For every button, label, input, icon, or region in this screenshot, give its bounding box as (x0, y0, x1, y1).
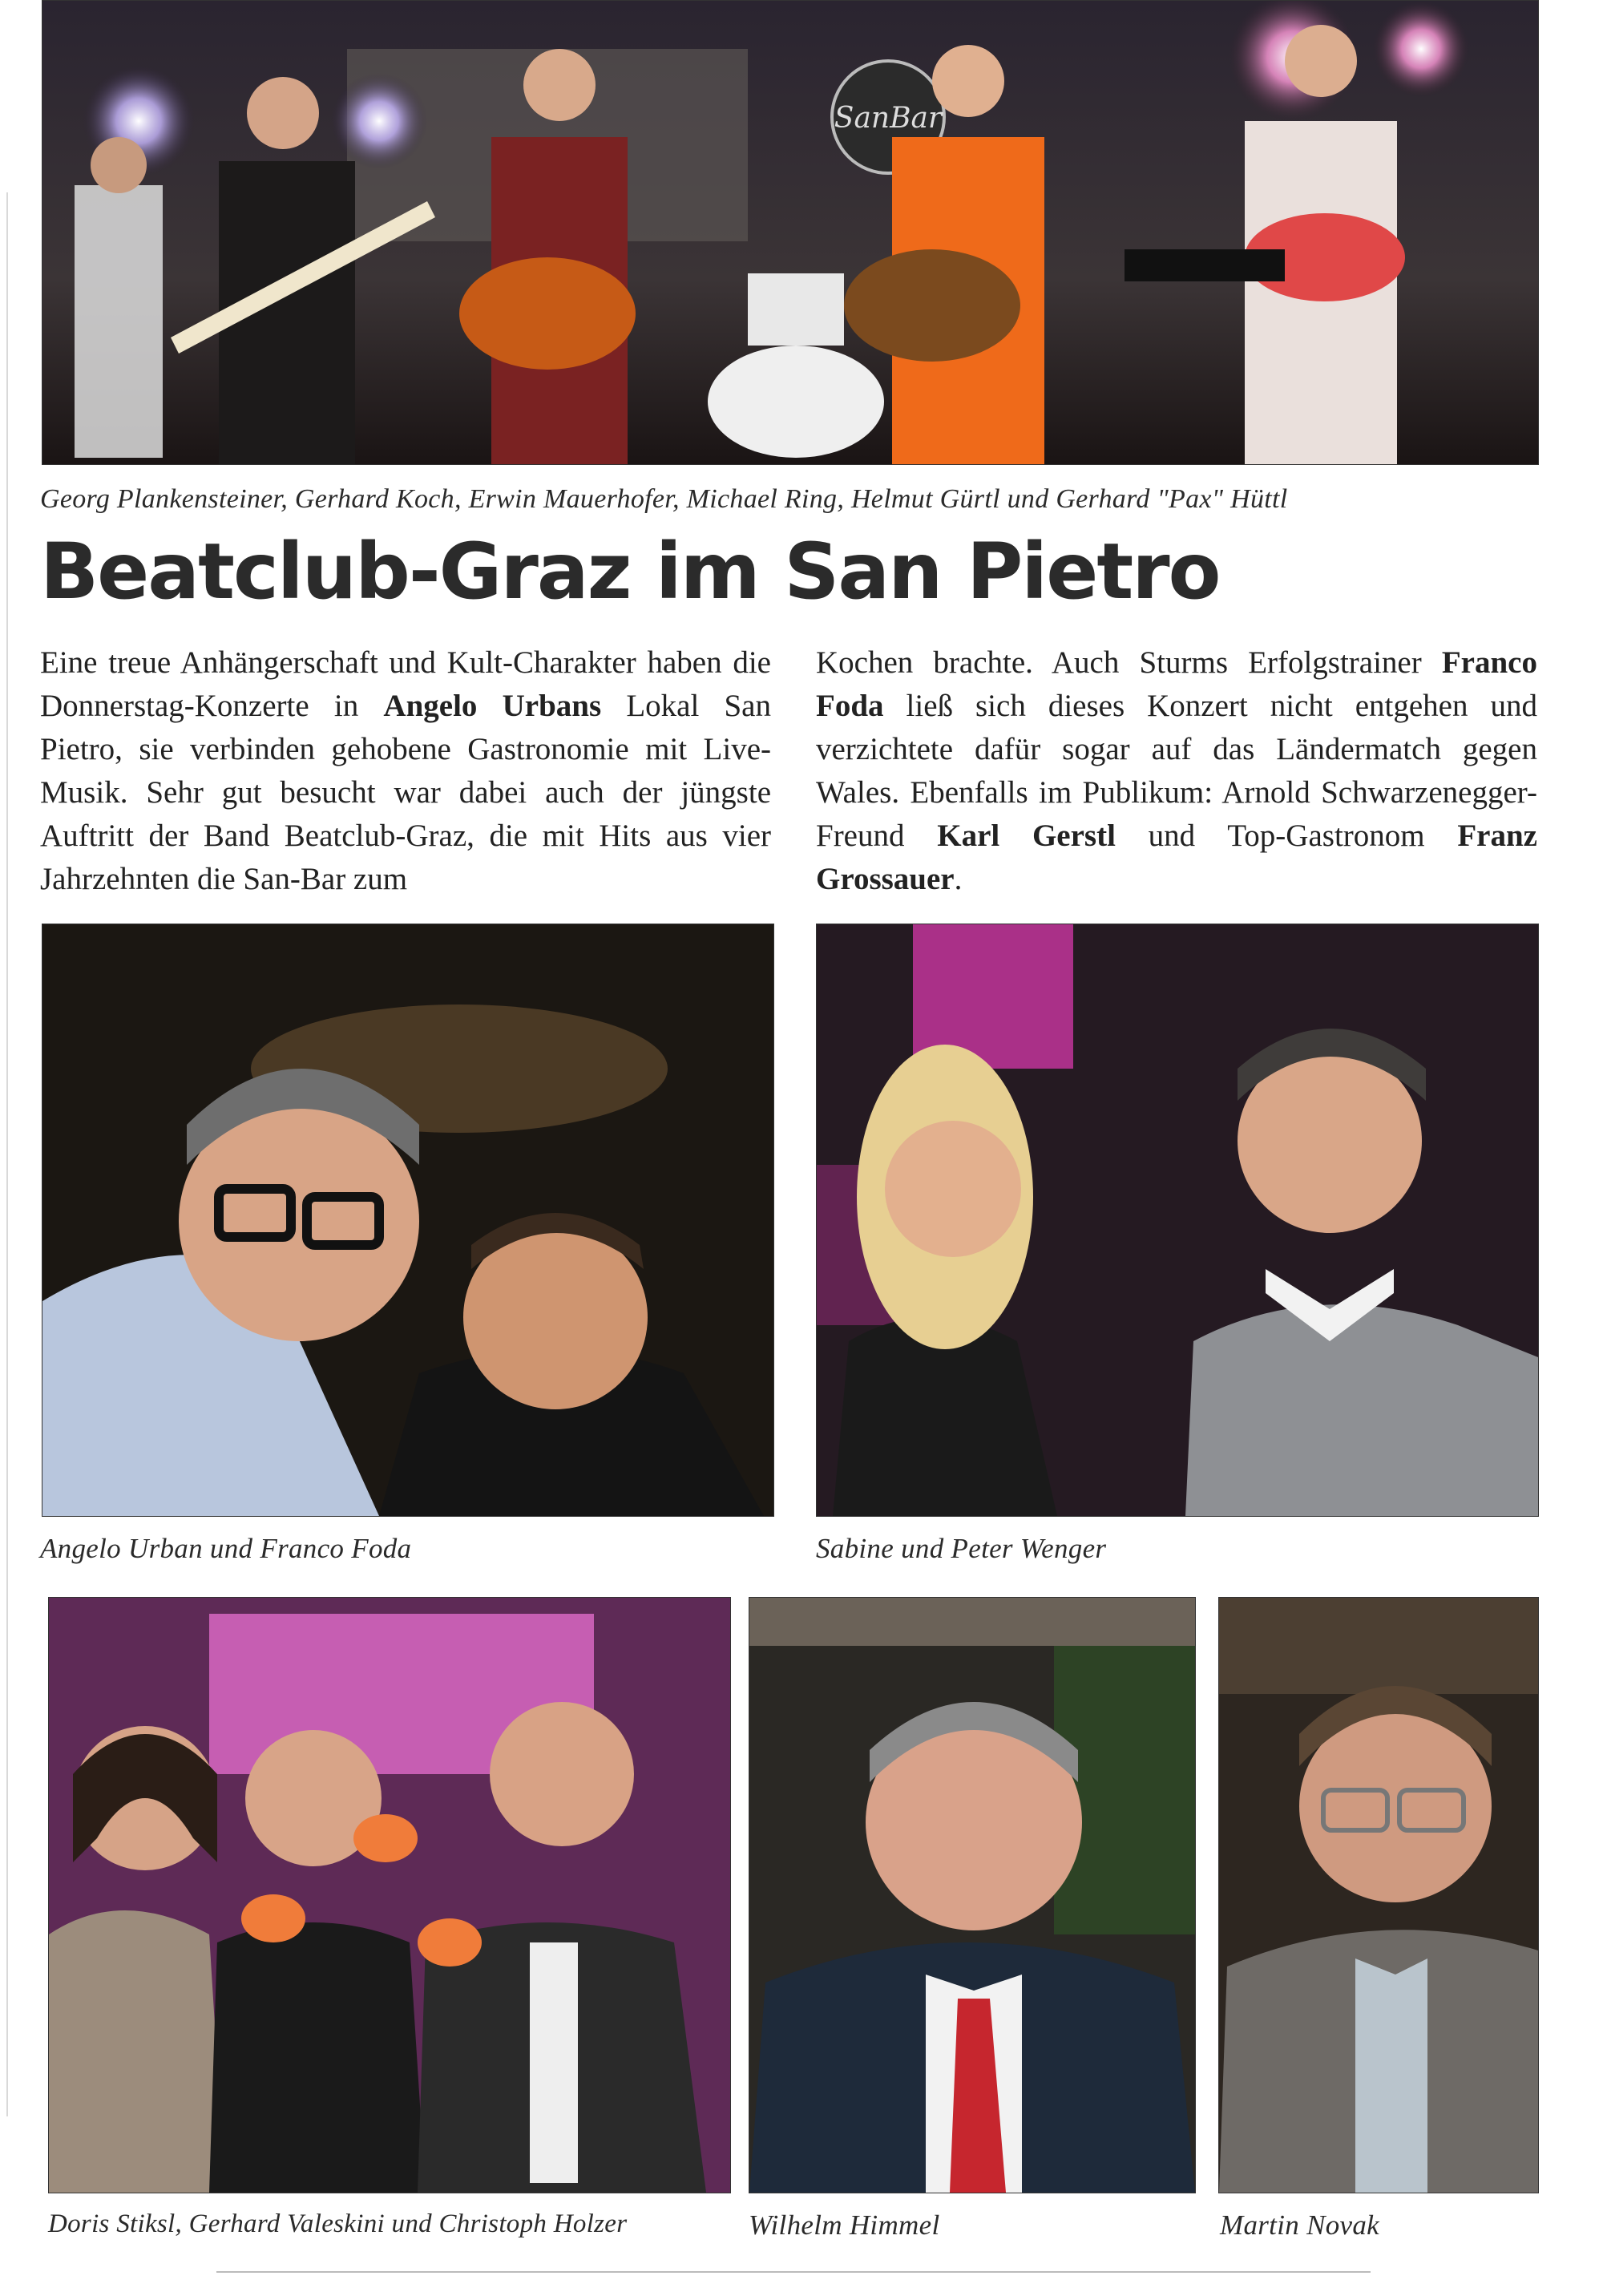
footer-rule (216, 2271, 1371, 2273)
article-text: und Top-Gastronom (1115, 819, 1458, 853)
page-title: Beatclub-Graz im San Pietro (40, 527, 1220, 616)
bar-logo-text: SanBar (834, 102, 943, 135)
article-column-right (816, 641, 1537, 901)
photo-novak-caption: Martin Novak (1220, 2209, 1379, 2241)
page-edge-line (6, 192, 8, 2116)
photo-himmel (749, 1597, 1196, 2193)
photo-wenger-caption: Sabine und Peter Wenger (816, 1533, 1107, 1564)
band-photo (42, 0, 1539, 465)
band-photo-caption: Georg Plankensteiner, Gerhard Koch, Erwin Mauerhofer, Michael Ring, Helmut Gürtl und Gerhard "Pax" Hüttl (40, 484, 1288, 514)
article-text: Eine treue Anhängerschaft und Kult-Charakter haben die Donnerstag-Konzerte in (40, 645, 771, 723)
article-text: ließ sich dieses Konzert nicht entgehen und verzichtete dafür sogar auf das Ländermatch gegen Wales. Ebenfalls im Publikum: Arnold Schwarzenegger-Freund (816, 689, 1537, 853)
article-text: Lokal San Pietro, sie verbinden gehobene Gastronomie mit Live-Musik. Sehr gut besucht war dabei auch der jüngste Auftritt der Band Beatclub-Graz, die mit Hits aus vier Jahrzehnten die San-Bar zum (40, 689, 771, 896)
photo-himmel-caption: Wilhelm Himmel (749, 2209, 940, 2241)
article-name-bold: Franco Foda (816, 645, 1537, 723)
photo-urban-foda-caption: Angelo Urban und Franco Foda (40, 1533, 412, 1564)
article-name-bold: Franz Grossauer (816, 819, 1537, 896)
photo-urban-foda (42, 924, 774, 1517)
article-text: . (954, 862, 963, 896)
photo-wenger (816, 924, 1539, 1517)
photo-stiksl-caption: Doris Stiksl, Gerhard Valeskini und Christoph Holzer (48, 2209, 628, 2238)
photo-novak (1218, 1597, 1539, 2193)
article-text: Kochen brachte. Auch Sturms Erfolgstrainer (816, 645, 1442, 680)
article-column-left (40, 641, 771, 901)
article-name-bold: Angelo Urbans (383, 689, 602, 723)
photo-stiksl-valeskini-holzer (48, 1597, 731, 2193)
article-name-bold: Karl Gerstl (937, 819, 1116, 853)
